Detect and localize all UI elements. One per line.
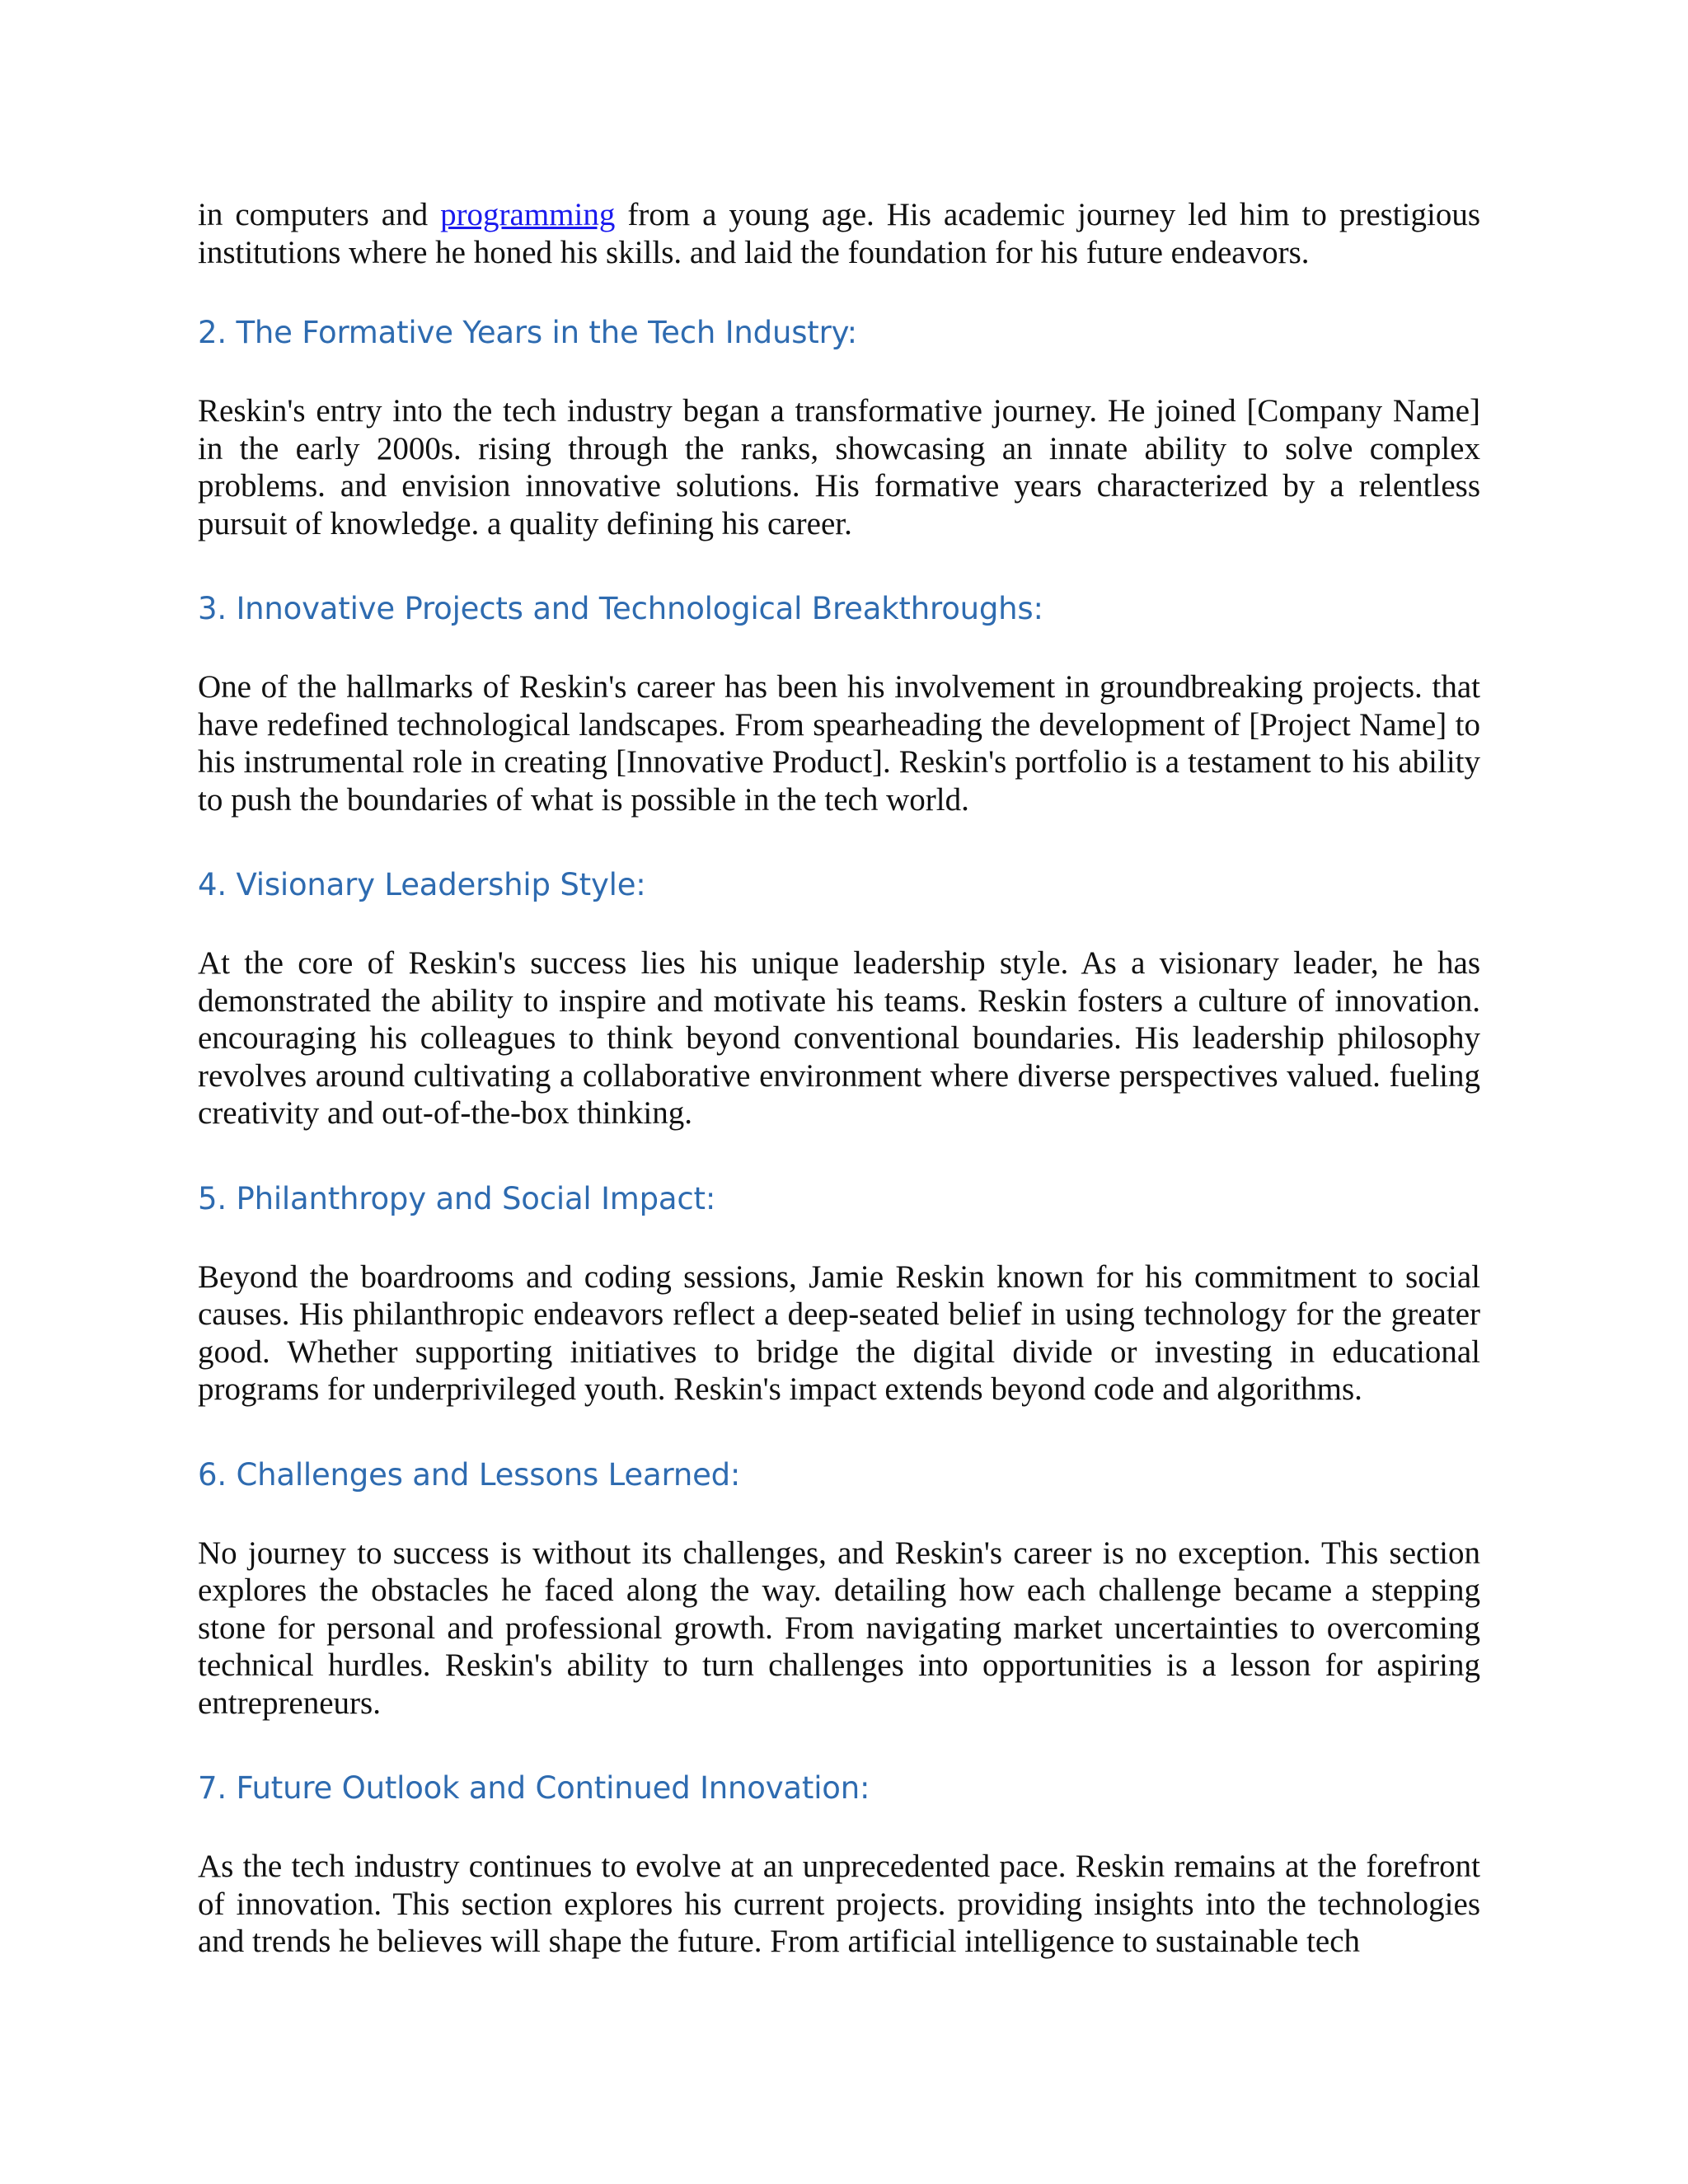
programming-link[interactable]: programming <box>440 197 616 232</box>
section-heading-challenges: 6. Challenges and Lessons Learned: <box>198 1456 741 1493</box>
section-body-leadership-style: At the core of Reskin's success lies his unique leadership style. As a visionary leader, he has demonstrated the ability to inspire and motivate his teams. Reskin fosters a culture of innovation. encouraging his colleagues to think beyond conventional boundaries. His leadership philosophy revolves around cultivating a collaborative environment where diverse perspectives valued. fueling creativity and out-of-the-box thinking. <box>198 945 1480 1131</box>
section-heading-philanthropy: 5. Philanthropy and Social Impact: <box>198 1180 716 1216</box>
intro-text-before-link: in computers and <box>198 197 441 232</box>
section-body-challenges: No journey to success is without its challenges, and Reskin's career is no exception. This section explores the obstacles he faced along the way. detailing how each challenge became a stepping stone for personal and professional growth. From navigating market uncertainties to overcoming technical hurdles. Reskin's ability to turn challenges into opportunities is a lesson for aspiring entrepreneurs. <box>198 1535 1480 1721</box>
section-heading-leadership-style: 4. Visionary Leadership Style: <box>198 867 646 902</box>
section-body-future-outlook: As the tech industry continues to evolve at an unprecedented pace. Reskin remains at the forefront of innovation. This section explores his current projects. providing insights into the technologies and trends he believes will shape the future. From artificial intelligence to sustainable tech <box>198 1849 1480 1959</box>
intro-paragraph <box>198 196 1480 271</box>
intro-text-after-link: from a young age. His academic journey led him to prestigious institutions where he honed his skills. and laid the foundation for his future endeavors. <box>198 197 1480 270</box>
document-page <box>198 196 1480 2007</box>
section-heading-future-outlook: 7. Future Outlook and Continued Innovation: <box>198 1770 870 1806</box>
section-body-innovative-projects: One of the hallmarks of Reskin's career has been his involvement in groundbreaking projects. that have redefined technological landscapes. From spearheading the development of [Project Name] to his instrumental role in creating [Innovative Product]. Reskin's portfolio is a testament to his ability to push the boundaries of what is possible in the tech world. <box>198 669 1480 818</box>
section-body-philanthropy: Beyond the boardrooms and coding sessions, Jamie Reskin known for his commitment to social causes. His philanthropic endeavors reflect a deep-seated belief in using technology for the greater good. Whether supporting initiatives to bridge the digital divide or investing in educational programs for underprivileged youth. Reskin's impact extends beyond code and algorithms. <box>198 1258 1480 1407</box>
section-heading-formative-years: 2. The Formative Years in the Tech Industry: <box>198 315 857 350</box>
section-heading-innovative-projects: 3. Innovative Projects and Technological Breakthroughs: <box>198 591 1043 626</box>
section-body-formative-years: Reskin's entry into the tech industry began a transformative journey. He joined [Company Name] in the early 2000s. rising through the ranks, showcasing an innate ability to solve complex problems. and envision innovative solutions. His formative years characterized by a relentless pursuit of knowledge. a quality defining his career. <box>198 393 1480 541</box>
